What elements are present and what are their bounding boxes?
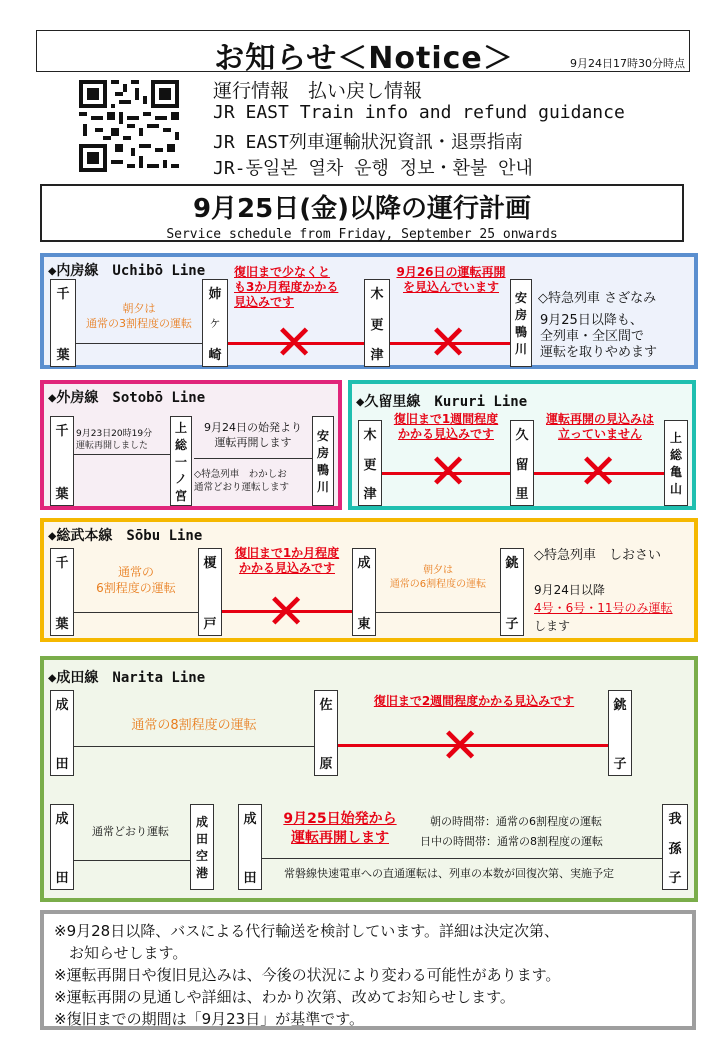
suspended-x-icon: ✕	[428, 315, 469, 371]
station-choshi[interactable]: 銚 子	[500, 548, 524, 636]
restart-note: 9月25日始発から 運転再開します	[283, 811, 397, 846]
page-title: お知らせ＜Notice＞	[214, 41, 514, 76]
service-note: 朝夕は 通常の3割程度の運転	[86, 302, 192, 330]
footer-note: ※運転再開日や復旧見込みは、今後の状況により変わる可能性があります。	[54, 966, 561, 984]
express-info: 4号・6号・11号のみ運転	[534, 601, 673, 615]
qr-code-icon[interactable]	[78, 80, 180, 172]
station-narita[interactable]: 成 田	[50, 690, 74, 776]
subtitle-ko: JR-동일본 열차 운행 정보・환불 안내	[213, 158, 533, 179]
recovery-note: 復旧まで2週間程度かかる見込みです	[373, 694, 575, 708]
station-kisarazu[interactable]: 木 更 津	[358, 420, 382, 506]
uchibo-line-panel	[40, 253, 698, 369]
express-label: ◇特急列車 さざなみ	[538, 291, 657, 306]
station-chiba[interactable]: 千 葉	[50, 279, 76, 367]
recovery-note: 9月26日の運転再開 を見込んでいます	[396, 265, 506, 294]
station-chiba[interactable]: 千 葉	[50, 548, 74, 636]
suspended-x-icon: ✕	[428, 444, 469, 500]
service-note: 9月23日20時19分 運転再開しました	[76, 429, 153, 451]
timestamp: 9月24日17時30分時点	[570, 57, 685, 70]
station-naruto[interactable]: 成 東	[352, 548, 376, 636]
notice-header	[36, 30, 690, 76]
line-title: ◆内房線 Uchibō Line	[48, 263, 206, 279]
recovery-note: 復旧まで少なくと も3か月程度かかる 見込みです	[234, 265, 339, 309]
station-enokido[interactable]: 榎 戸	[198, 548, 222, 636]
express-info: します	[534, 619, 571, 633]
narita-line-panel	[40, 656, 698, 902]
track-segment	[376, 612, 500, 613]
line-title: ◆外房線 Sotobō Line	[48, 390, 206, 406]
express-info: 9月24日以降	[534, 583, 605, 597]
service-note: 通常の 6割程度の運転	[96, 565, 176, 595]
through-service-note: 常磐線快速電車への直通運転は、列車の本数が回復次第、実施予定	[284, 867, 614, 880]
line-title: ◆成田線 Narita Line	[48, 670, 206, 686]
recovery-note: 運転再開の見込みは 立っていません	[545, 412, 654, 441]
kururi-line-panel	[348, 380, 696, 510]
line-title: ◆総武本線 Sōbu Line	[48, 528, 203, 544]
service-note: 9月24日の始発より 運転再開します	[204, 421, 302, 449]
schedule-banner	[40, 184, 684, 242]
track-segment	[74, 343, 204, 344]
station-narita[interactable]: 成 田	[238, 804, 262, 890]
station-awa-kamogawa[interactable]: 安 房 鴨 川	[312, 416, 334, 506]
subtitle-zh: JR EAST列車運輸狀況資訊・退票指南	[213, 132, 523, 153]
station-chiba[interactable]: 千 葉	[50, 416, 74, 506]
station-kazusa-kameyama[interactable]: 上 総 亀 山	[664, 420, 688, 506]
track-segment	[74, 454, 178, 455]
schedule-title: 9月25日(金)以降の運行計画	[192, 194, 532, 224]
station-kisarazu[interactable]: 木 更 津	[364, 279, 390, 367]
service-note: 通常の8割程度の運転	[131, 718, 257, 733]
express-label: ◇特急列車 しおさい	[534, 548, 661, 563]
schedule-subtitle: Service schedule from Friday, September 25 onwards	[166, 227, 558, 242]
station-narita-airport[interactable]: 成 田 空 港	[190, 804, 214, 890]
station-kururi[interactable]: 久 留 里	[510, 420, 534, 506]
express-note: ◇特急列車 わかしお 通常どおり運転します	[194, 469, 290, 493]
suspended-x-icon: ✕	[274, 315, 315, 371]
station-narita[interactable]: 成 田	[50, 804, 74, 890]
footer-note: ※9月28日以降、バスによる代行輸送を検討しています。詳細は決定次第、	[54, 922, 560, 940]
subtitle-ja: 運行情報 払い戻し情報	[213, 80, 423, 102]
track-segment	[74, 860, 190, 861]
sobu-line-panel	[40, 518, 698, 642]
station-awa-kamogawa[interactable]: 安 房 鴨 川	[510, 279, 532, 367]
recovery-note: 復旧まで1週間程度 かかる見込みです	[393, 412, 499, 441]
footer-note: お知らせします。	[54, 944, 188, 962]
track-segment	[262, 858, 662, 859]
suspended-x-icon: ✕	[578, 444, 619, 500]
station-sawara[interactable]: 佐 原	[314, 690, 338, 776]
station-abiko[interactable]: 我 孫 子	[662, 804, 688, 890]
footer-note: ※運転再開の見通しや詳細は、わかり次第、改めてお知らせします。	[54, 988, 515, 1006]
footer-note: ※復旧までの期間は「9月23日」が基準です。	[54, 1010, 365, 1028]
suspended-x-icon: ✕	[440, 718, 481, 774]
subtitle-en: JR EAST Train info and refund guidance	[213, 102, 625, 123]
service-note: 朝の時間帯：通常の6割程度の運転	[430, 815, 602, 828]
service-note: 朝夕は 通常の6割程度の運転	[389, 565, 487, 590]
station-choshi[interactable]: 銚 子	[608, 690, 632, 776]
track-segment	[194, 458, 312, 459]
station-anegasaki[interactable]: 姉 ケ 崎	[202, 279, 228, 367]
express-info: 9月25日以降も、 全列車・全区間で 運転を取りやめます	[540, 313, 658, 360]
sotobo-line-panel	[40, 380, 342, 510]
service-note: 日中の時間帯：通常の8割程度の運転	[420, 835, 603, 848]
footer-notes	[40, 910, 696, 1030]
station-kazusa-ichinomiya[interactable]: 上 総 一 ノ 宮	[170, 416, 192, 506]
track-segment	[74, 612, 198, 613]
track-segment	[74, 746, 314, 747]
line-title: ◆久留里線 Kururi Line	[356, 394, 528, 410]
suspended-x-icon: ✕	[266, 584, 307, 640]
recovery-note: 復旧まで1か月程度 かかる見込みです	[234, 546, 340, 575]
service-note: 通常どおり運転	[92, 825, 169, 838]
